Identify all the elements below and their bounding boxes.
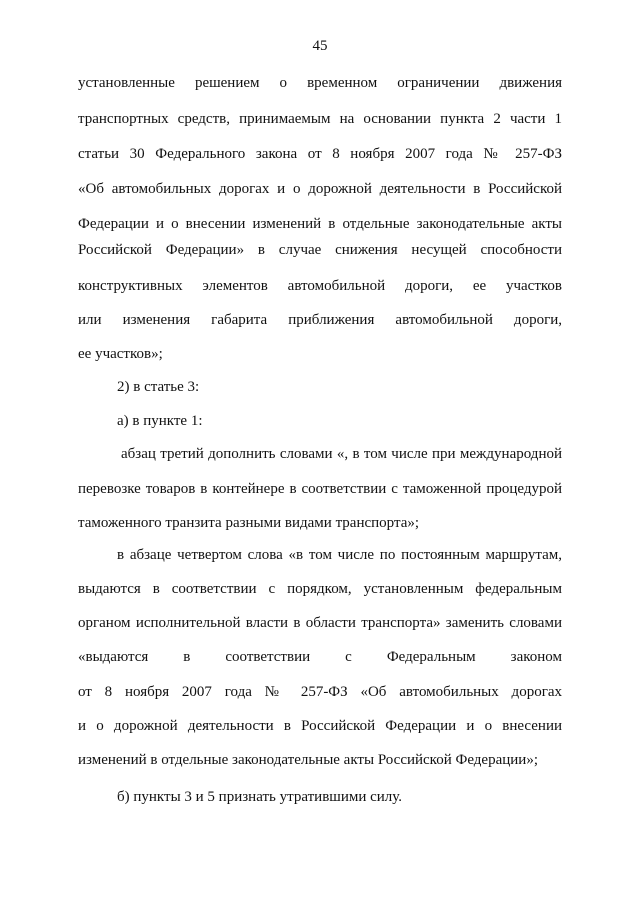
text-line: конструктивных элементов автомобильной дороги, ее участков: [78, 278, 562, 294]
text-line: транспортных средств, принимаемым на основании пункта 2 части 1: [78, 111, 562, 127]
text-line: «Об автомобильных дорогах и о дорожной деятельности в Российской: [78, 181, 562, 197]
text-line: Российской Федерации» в случае снижения несущей способности: [78, 242, 562, 258]
text-line: и о дорожной деятельности в Российской Федерации и о внесении: [78, 718, 562, 734]
text-line: выдаются в соответствии с порядком, установленным федеральным: [78, 581, 562, 597]
text-line: установленные решением о временном ограничении движения: [78, 75, 562, 91]
text-line: Федерации и о внесении изменений в отдельные законодательные акты: [78, 216, 562, 232]
text-line: «выдаются в соответствии с Федеральным законом: [78, 649, 562, 665]
paragraph-first-line: в абзаце четвертом слова «в том числе по постоянным маршрутам,: [117, 547, 562, 563]
text-line: таможенного транзита разными видами транспорта»;: [78, 515, 420, 531]
text-line: органом исполнительной власти в области транспорта» заменить словами: [78, 615, 562, 631]
text-line: или изменения габарита приближения автомобильной дороги,: [78, 312, 562, 328]
text-line: изменений в отдельные законодательные акты Российской Федерации»;: [78, 752, 538, 768]
text-line: ее участков»;: [78, 346, 163, 362]
list-item: 2) в статье 3:: [117, 379, 200, 395]
list-item: б) пункты 3 и 5 признать утратившими силу.: [117, 789, 403, 805]
text-line: перевозке товаров в контейнере в соответствии с таможенной процедурой: [78, 481, 562, 497]
list-item: а) в пункте 1:: [117, 413, 203, 429]
paragraph-first-line: абзац третий дополнить словами «, в том числе при международной: [121, 446, 562, 462]
page-number: 45: [312, 38, 328, 54]
text-line: от 8 ноября 2007 года № 257-ФЗ «Об автомобильных дорогах: [78, 684, 562, 700]
text-line: статьи 30 Федерального закона от 8 ноября 2007 года № 257-ФЗ: [78, 146, 562, 162]
